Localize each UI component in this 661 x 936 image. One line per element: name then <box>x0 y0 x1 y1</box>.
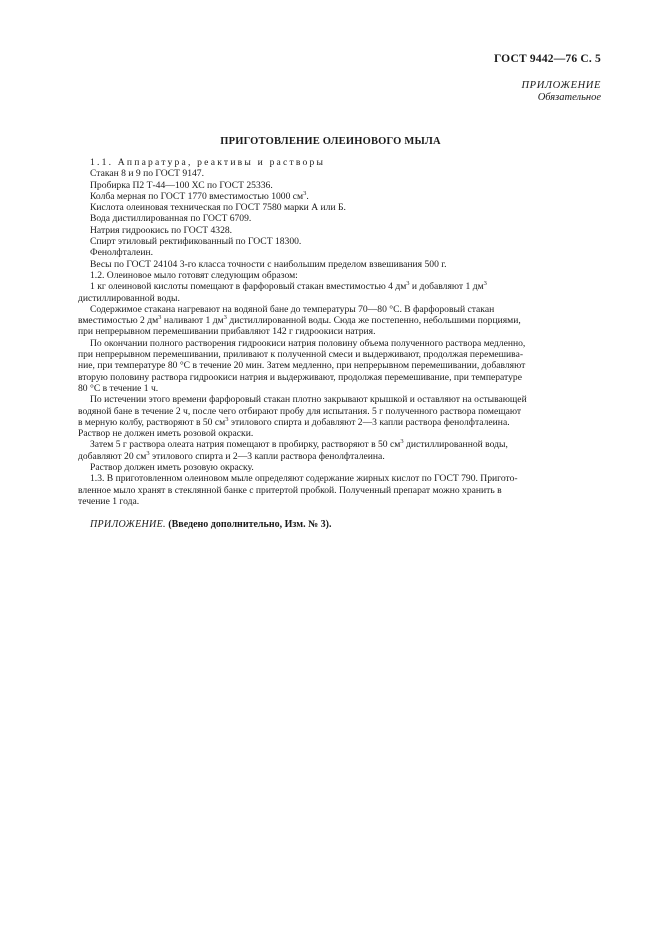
note-text: (Введено дополнительно, Изм. № 3). <box>168 519 332 530</box>
p5-text-b: дистиллированной воды, <box>403 439 508 451</box>
superscript: 3 <box>406 280 410 288</box>
section-1-1-heading <box>90 157 601 168</box>
item-ethanol: Спирт этиловый ректификованный по ГОСТ 18300. <box>90 236 302 248</box>
amendment-note <box>90 519 331 530</box>
p3-line3: ние, при температуре 80 °С в течение 20 мин. Затем медленно, при непрерывном перемешивании, добавляют <box>78 360 526 372</box>
item-scales: Весы по ГОСТ 24104 3-го класса точности с наибольшим пределом взвешивания 500 г. <box>90 258 447 270</box>
superscript: 3 <box>303 189 307 197</box>
p1-text-a: 1 кг олеиновой кислоты помещают в фарфоровый стакан вместимостью 4 дм <box>90 281 407 293</box>
item-flask-text: Колба мерная по ГОСТ 1770 вместимостью 1000 см <box>90 190 304 202</box>
p5-text-c: добавляют 20 см <box>78 450 147 462</box>
item-sodium-hydroxide: Натрия гидроокись по ГОСТ 4328. <box>90 224 233 236</box>
p4-line3 <box>78 417 601 428</box>
p4-line2: водяной бане в течение 2 ч, после чего отбирают пробу для испытания. 5 г полученного раствора помещают <box>78 405 522 417</box>
item-beaker: Стакан 8 и 9 по ГОСТ 9147. <box>90 168 204 180</box>
superscript: 3 <box>158 314 162 322</box>
p2-line1: Содержимое стакана нагревают на водяной бане до температуры 70—80 °С. В фарфоровый стакан <box>90 303 495 315</box>
p4-text-b: этилового спирта и добавляют 2—3 капли раствора фенолфталеина. <box>228 416 510 428</box>
p4-line1: По истечении этого времени фарфоровый стакан плотно закрывают крышкой и оставляют на остывающей <box>90 394 527 406</box>
p3-line2: при непрерывном перемешивании, приливают к полученной смеси и выдерживают, продолжая перемешива- <box>78 349 524 361</box>
item-flask <box>90 191 601 202</box>
appendix-label-block <box>522 80 602 104</box>
p2-text-d: дистиллированной воды. Сюда же постепенно, небольшими порциями, <box>226 315 521 327</box>
appendix-status: Обязательное <box>537 92 601 103</box>
p1-line1 <box>90 281 601 292</box>
s13-line3: течение 1 года. <box>78 495 140 507</box>
p4-text-a: в мерную колбу, растворяют в 50 см <box>78 416 226 428</box>
p1-part-a <box>90 281 487 292</box>
p1-text-b: и добавляют 1 дм <box>409 281 484 293</box>
p2-text-c: наливают 1 дм <box>161 315 224 327</box>
p5-text-a: Затем 5 г раствора олеата натрия помещают в пробирку, растворяют в 50 см <box>90 439 401 451</box>
document-body <box>78 157 601 507</box>
punct: . <box>306 190 309 202</box>
item-water: Вода дистиллированная по ГОСТ 6709. <box>90 213 252 225</box>
superscript: 3 <box>223 314 227 322</box>
superscript: 3 <box>146 449 150 457</box>
superscript: 3 <box>483 280 487 288</box>
s13-line1: 1.3. В приготовленном олеиновом мыле определяют содержание жирных кислот по ГОСТ 790. Пригото- <box>90 473 518 485</box>
appendix-label: ПРИЛОЖЕНИЕ <box>521 80 601 91</box>
p3-line1: По окончании полного растворения гидроокиси натрия половину объема полученного раствора медленно, <box>90 337 526 349</box>
s13-line2: вленное мыло хранят в стеклянной банке с притертой пробкой. Полученный препарат можно хранить в <box>78 484 502 496</box>
p5-line1 <box>90 439 601 450</box>
p1-line2: дистиллированной воды. <box>78 292 180 304</box>
note-label: ПРИЛОЖЕНИЕ. <box>90 519 166 530</box>
p5-text-d: этилового спирта и 2—3 капли раствора фенолфталеина. <box>149 450 385 462</box>
p2-line3: при непрерывном перемешивании прибавляют 142 г гидроокиси натрия. <box>78 326 376 338</box>
p6-line1: Раствор должен иметь розовую окраску. <box>90 462 254 474</box>
document-title: ПРИГОТОВЛЕНИЕ ОЛЕИНОВОГО МЫЛА <box>220 136 441 147</box>
superscript: 3 <box>225 415 229 423</box>
p5-line2 <box>78 451 601 462</box>
item-phenolphthalein: Фенолфталеин. <box>90 247 154 259</box>
page-header: ГОСТ 9442—76 С. 5 <box>493 53 601 65</box>
superscript: 3 <box>400 438 404 446</box>
item-test-tube: Пробирка П2 Т-44—100 ХС по ГОСТ 25336. <box>90 179 273 191</box>
p2-text-b: вместимостью 2 дм <box>78 315 159 327</box>
p3-line5: 80 °С в течение 1 ч. <box>78 382 159 394</box>
p3-line4: вторую половину раствора гидроокиси натрия и выдерживают, продолжая перемешивание, при температуре <box>78 371 522 383</box>
section-1-1-heading-text: 1.1. Аппаратура, реактивы и растворы <box>90 157 326 168</box>
p2-line2 <box>78 315 601 326</box>
p4-line4: Раствор не должен иметь розовой окраски. <box>78 428 254 440</box>
item-oleic-acid: Кислота олеиновая техническая по ГОСТ 7580 марки А или Б. <box>90 202 346 214</box>
section-1-2-heading: 1.2. Олеиновое мыло готовят следующим образом: <box>90 269 298 281</box>
